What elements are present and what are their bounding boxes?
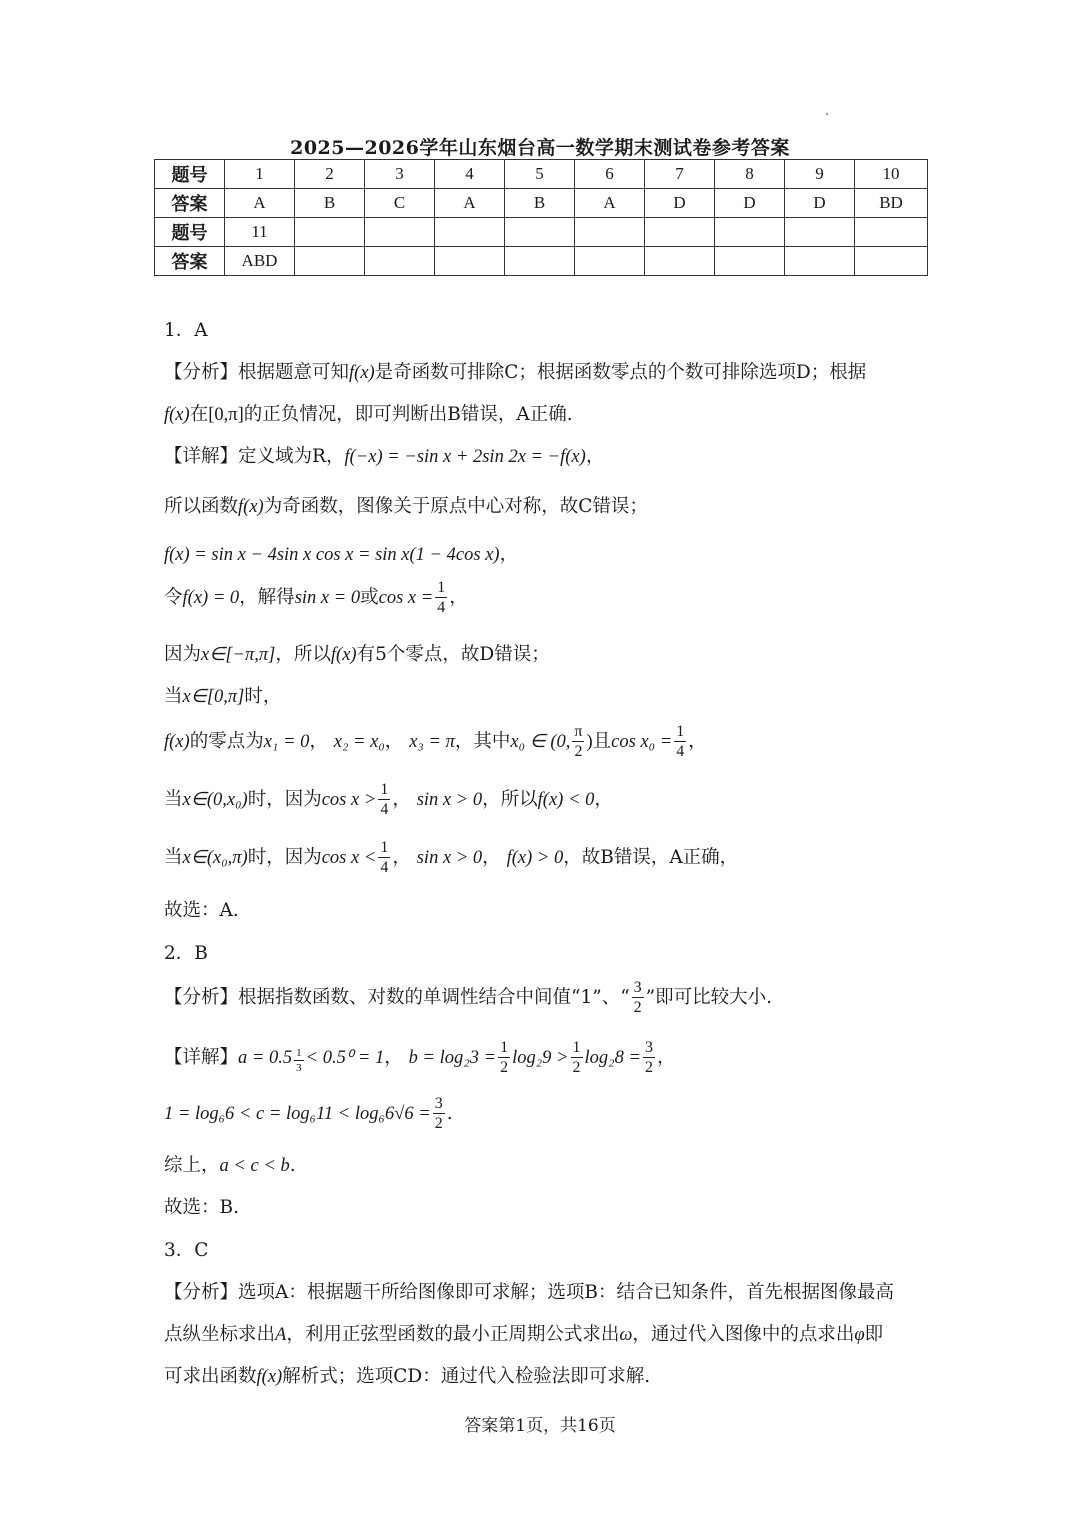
math: sin x > 0 <box>416 848 483 868</box>
table-cell: 8 <box>715 160 785 189</box>
text: 的正负情况，即可判断出B错误，A正确. <box>243 404 573 425</box>
table-cell: D <box>715 189 785 218</box>
numerator: 3 <box>644 1039 653 1056</box>
text: 即 <box>864 1324 884 1345</box>
table-cell: 4 <box>435 160 505 189</box>
fraction <box>632 980 644 1016</box>
table-cell: A <box>225 189 295 218</box>
text: 在 <box>189 404 209 425</box>
math: f(−x) = −sin x + 2sin 2x = −f(x) <box>344 447 586 467</box>
table-cell <box>365 218 435 247</box>
text: ，所以 <box>482 789 538 810</box>
table-row <box>155 160 928 189</box>
text: ，解得 <box>239 587 295 608</box>
fraction <box>498 1040 510 1076</box>
math: x₂ = x₀ <box>333 732 385 752</box>
text: 时，因为 <box>247 789 322 810</box>
q1-analysis-line2 <box>164 400 573 426</box>
numerator: 1 <box>296 1046 302 1059</box>
q1-detail-line1 <box>164 442 604 468</box>
text: 因为 <box>164 644 202 665</box>
text: ， <box>688 731 707 752</box>
math: f(x) <box>330 645 357 665</box>
table-cell: ABD <box>225 247 295 276</box>
table-cell: C <box>365 189 435 218</box>
math: f(x) = 0 <box>182 588 240 608</box>
text: ， <box>499 544 519 565</box>
table-cell: A <box>575 189 645 218</box>
denominator: 4 <box>380 801 389 818</box>
table-cell <box>505 247 575 276</box>
table-cell: 2 <box>295 160 365 189</box>
table-cell <box>435 218 505 247</box>
math: cos x₀ = <box>611 732 673 752</box>
fraction <box>571 1040 583 1076</box>
denominator: 2 <box>500 1059 509 1076</box>
text: ，其中 <box>454 731 511 752</box>
q1-analysis-line1 <box>164 358 866 384</box>
q2-detail-line1 <box>164 1040 675 1076</box>
denominator: 4 <box>437 599 446 616</box>
numerator: 1 <box>437 579 446 596</box>
detail-tag: 【详解】 <box>164 446 239 467</box>
table-cell: D <box>645 189 715 218</box>
table-cell: B <box>295 189 365 218</box>
text: . <box>289 1155 296 1176</box>
q3-analysis-line1 <box>164 1278 894 1304</box>
text: ， <box>309 731 328 752</box>
text: ， <box>594 789 613 810</box>
table-cell: 1 <box>225 160 295 189</box>
q1-detail-line9 <box>164 840 738 876</box>
math: x∈[0,π] <box>182 687 245 707</box>
text: ，利用正弦型函数的最小正周期公式求出 <box>286 1324 620 1345</box>
text: 是奇函数可排除C；根据函数零点的个数可排除选项D；根据 <box>374 362 867 383</box>
denominator: 4 <box>380 859 389 876</box>
math: f(x) <box>238 497 264 517</box>
denominator: 2 <box>633 999 642 1016</box>
q3-analysis-line2 <box>164 1320 883 1346</box>
table-cell: D <box>785 189 855 218</box>
table-cell: BD <box>855 189 928 218</box>
fraction <box>572 724 584 760</box>
math: f(x) <box>164 405 190 425</box>
q2-header: 2．B <box>164 943 208 964</box>
text: 且 <box>592 731 612 752</box>
text: 点纵坐标求出 <box>164 1324 276 1345</box>
analysis-tag: 【分析】 <box>164 362 239 383</box>
table-cell: 11 <box>225 218 295 247</box>
math: cos x = <box>378 588 434 608</box>
text: ， <box>482 847 501 868</box>
text: 可求出函数 <box>164 1366 257 1387</box>
table-cell <box>715 247 785 276</box>
table-label: 题号 <box>155 218 225 247</box>
fraction <box>435 580 447 616</box>
text: 综上， <box>164 1155 220 1176</box>
math: f(x) > 0 <box>506 848 564 868</box>
numerator: 3 <box>633 979 642 996</box>
math: ) <box>586 732 593 752</box>
fraction <box>643 1040 655 1076</box>
math: f(x) = sin x − 4sin x cos x = sin x(1 − 4cos x) <box>164 545 500 565</box>
table-cell: 9 <box>785 160 855 189</box>
denominator: 2 <box>434 1115 443 1132</box>
denominator: 3 <box>296 1061 302 1074</box>
table-row <box>155 189 928 218</box>
table-cell: 7 <box>645 160 715 189</box>
math: f(x) <box>349 363 375 383</box>
math: x∈[−π,π] <box>201 645 276 665</box>
table-cell: 3 <box>365 160 435 189</box>
numerator: 1 <box>572 1039 581 1056</box>
text: ， <box>656 1047 676 1068</box>
math: f(x) <box>164 732 190 752</box>
text: 有5个零点，故D错误； <box>356 644 550 665</box>
text: ，通过代入图像中的点求出 <box>632 1324 855 1345</box>
math: x∈(0,x₀) <box>182 790 248 810</box>
math: log₂9 > <box>512 1048 569 1068</box>
text: 定义域为R， <box>238 446 345 467</box>
q3-header: 3．C <box>164 1240 209 1261</box>
text: ， <box>384 731 404 752</box>
q1-detail-line7 <box>164 724 707 760</box>
q2-analysis <box>164 980 772 1016</box>
text: 或 <box>360 587 379 608</box>
math: cos x > <box>321 790 377 810</box>
table-label: 答案 <box>155 189 225 218</box>
numerator: 1 <box>500 1039 509 1056</box>
table-cell <box>785 218 855 247</box>
q2-detail-line2 <box>164 1096 453 1132</box>
math: f(x) < 0 <box>537 790 595 810</box>
analysis-tag: 【分析】 <box>164 1282 239 1303</box>
text: 选项A：根据题干所给图像即可求解；选项B：结合已知条件，首先根据图像最高 <box>238 1282 894 1303</box>
detail-tag: 【详解】 <box>164 1047 239 1068</box>
math: a = 0.5 <box>238 1048 293 1068</box>
text: ， <box>392 847 411 868</box>
numerator: π <box>574 723 583 740</box>
math: b = log₂3 = <box>408 1048 497 1068</box>
scan-speck <box>826 113 828 115</box>
q1-detail-line4 <box>164 580 468 616</box>
table-cell <box>645 247 715 276</box>
text: 时，因为 <box>247 847 322 868</box>
text: . <box>446 1103 453 1124</box>
text: ， <box>449 587 468 608</box>
table-cell <box>715 218 785 247</box>
table-cell: 10 <box>855 160 928 189</box>
math: sin x > 0 <box>416 790 483 810</box>
text: ，所以 <box>275 644 331 665</box>
table-cell <box>435 247 505 276</box>
exponent-fraction <box>294 1048 304 1074</box>
table-cell <box>295 218 365 247</box>
math: φ <box>854 1325 865 1345</box>
table-cell <box>505 218 575 247</box>
q1-detail-line2 <box>164 492 648 518</box>
table-cell <box>575 218 645 247</box>
text: 时， <box>244 686 282 707</box>
text: 根据指数函数、对数的单调性结合中间值“1”、“ <box>238 987 630 1008</box>
table-cell <box>575 247 645 276</box>
text: 解析式；选项CD：通过代入检验法即可求解. <box>282 1366 651 1387</box>
q1-detail-line5 <box>164 640 550 666</box>
text: 的零点为 <box>189 731 264 752</box>
text: ， <box>585 446 605 467</box>
math: ω <box>619 1325 633 1345</box>
table-cell <box>365 247 435 276</box>
math: < 0.5⁰ = 1 <box>305 1048 385 1068</box>
text: 令 <box>164 587 183 608</box>
q2-choose: 故选：B. <box>164 1197 239 1218</box>
text: ， <box>392 789 411 810</box>
denominator: 2 <box>572 1059 581 1076</box>
math: x₃ = π <box>409 732 455 752</box>
text: 为奇函数，图像关于原点中心对称，故C错误； <box>263 496 648 517</box>
answer-table <box>154 159 928 276</box>
analysis-tag: 【分析】 <box>164 987 239 1008</box>
math: A <box>275 1325 287 1345</box>
table-cell: B <box>505 189 575 218</box>
fraction <box>378 840 390 876</box>
math: x₀ ∈ (0, <box>510 732 571 752</box>
table-label: 题号 <box>155 160 225 189</box>
table-cell: 5 <box>505 160 575 189</box>
text: ， <box>384 1047 403 1068</box>
text: ，故B错误，A正确， <box>563 847 739 868</box>
math: log₂8 = <box>584 1048 641 1068</box>
table-label: 答案 <box>155 247 225 276</box>
fraction <box>378 782 390 818</box>
math: [0,π] <box>208 405 244 425</box>
fraction <box>433 1096 445 1132</box>
table-cell <box>645 218 715 247</box>
text: 当 <box>164 686 183 707</box>
text: 当 <box>164 847 183 868</box>
math: x∈(x₀,π) <box>182 848 248 868</box>
table-cell <box>295 247 365 276</box>
denominator: 4 <box>676 743 685 760</box>
table-row <box>155 247 928 276</box>
q3-analysis-line3 <box>164 1362 650 1388</box>
numerator: 3 <box>434 1095 443 1112</box>
q2-summary <box>164 1151 296 1177</box>
q1-header: 1．A <box>164 320 208 341</box>
math: f(x) <box>256 1367 283 1387</box>
table-cell <box>785 247 855 276</box>
q1-choose: 故选：A. <box>164 900 239 921</box>
q1-detail-line3 <box>164 540 518 566</box>
numerator: 1 <box>380 781 389 798</box>
table-row <box>155 218 928 247</box>
table-cell: A <box>435 189 505 218</box>
q1-detail-line6 <box>164 682 281 708</box>
numerator: 1 <box>676 723 685 740</box>
numerator: 1 <box>380 839 389 856</box>
text: ”即可比较大小. <box>645 987 773 1008</box>
math: x₁ = 0 <box>263 732 310 752</box>
page-footer: 答案第1页，共16页 <box>464 1416 616 1436</box>
text: 根据题意可知 <box>238 362 350 383</box>
math: 1 = log₆6 < c = log₆11 < log₆6√6 = <box>164 1104 431 1124</box>
q1-detail-line8 <box>164 782 613 818</box>
table-cell <box>855 247 928 276</box>
fraction <box>674 724 686 760</box>
page-title: 2025—2026学年山东烟台高一数学期末测试卷参考答案 <box>290 137 790 159</box>
math: a < c < b <box>219 1156 290 1176</box>
denominator: 2 <box>574 743 583 760</box>
table-cell <box>855 218 928 247</box>
math: cos x < <box>321 848 377 868</box>
math: sin x = 0 <box>294 588 361 608</box>
text: 所以函数 <box>164 496 239 517</box>
table-cell: 6 <box>575 160 645 189</box>
denominator: 2 <box>644 1059 653 1076</box>
text: 当 <box>164 789 183 810</box>
